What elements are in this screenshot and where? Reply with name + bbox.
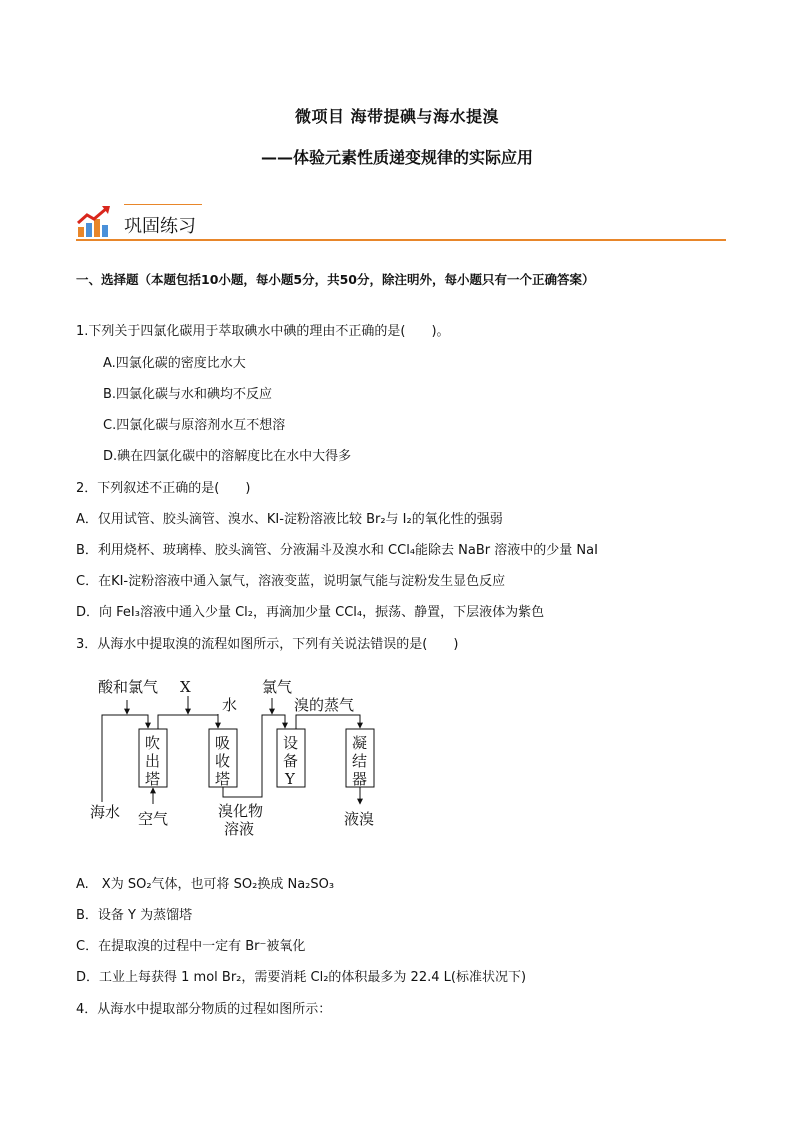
bromine-extraction-flow-diagram bbox=[84, 672, 384, 837]
page-title: 微项目 海带提碘与海水提溴 bbox=[294, 107, 500, 126]
q3-option-c: C．在提取溴的过程中一定有 Br⁻被氧化 bbox=[76, 939, 306, 954]
section-top-rule bbox=[124, 204, 202, 205]
q2-option-b: B．利用烧杯、玻璃棒、胶头滴管、分液漏斗及溴水和 CCl₄能除去 NaBr 溶液中的少量 NaI bbox=[76, 543, 598, 558]
section-rule bbox=[76, 239, 726, 241]
box3-char-2: 备 bbox=[283, 752, 299, 770]
q2-option-a: A．仅用试管、胶头滴管、溴水、KI-淀粉溶液比较 Br₂与 I₂的氧化性的强弱 bbox=[76, 512, 503, 527]
q2-stem: 2．下列叙述不正确的是( ) bbox=[76, 481, 251, 496]
q3-option-a: A. X为 SO₂气体，也可将 SO₂换成 Na₂SO₃ bbox=[76, 877, 335, 892]
box1-char-1: 吹 bbox=[145, 734, 161, 752]
box3-char-1: 设 bbox=[283, 734, 299, 752]
page-subtitle: ——体验元素性质递变规律的实际应用 bbox=[260, 148, 533, 167]
q1-option-c: C.四氯化碳与原溶剂水互不想溶 bbox=[103, 418, 286, 433]
box3-char-3: Y bbox=[285, 770, 295, 788]
box1-char-2: 出 bbox=[145, 752, 161, 770]
q1-option-a: A.四氯化碳的密度比水大 bbox=[103, 356, 246, 371]
label-bromine-vapor: 溴的蒸气 bbox=[294, 696, 355, 714]
box4-char-1: 凝 bbox=[352, 734, 368, 752]
section-header bbox=[76, 203, 726, 243]
box4-char-3: 器 bbox=[352, 770, 368, 788]
q4-stem: 4．从海水中提取部分物质的过程如图所示： bbox=[76, 1002, 332, 1017]
q1-option-d: D.碘在四氯化碳中的溶解度比在水中大得多 bbox=[103, 449, 352, 464]
q2-option-c: C．在KI-淀粉溶液中通入氯气，溶液变蓝，说明氯气能与淀粉发生显色反应 bbox=[76, 574, 506, 589]
label-bromide-solution-1: 溴化物 bbox=[218, 802, 264, 820]
box2-char-3: 塔 bbox=[215, 770, 231, 788]
label-water: 水 bbox=[222, 696, 238, 714]
growth-chart-icon bbox=[76, 205, 112, 239]
q1-stem: 1.下列关于四氯化碳用于萃取碘水中碘的理由不正确的是( )。 bbox=[76, 324, 450, 339]
box2-char-2: 收 bbox=[215, 752, 231, 770]
label-acid-chlorine: 酸和氯气 bbox=[98, 678, 159, 696]
label-seawater: 海水 bbox=[90, 803, 121, 821]
q2-option-d: D．向 FeI₃溶液中通入少量 Cl₂，再滴加少量 CCl₄，振荡、静置，下层液体为紫色 bbox=[76, 605, 545, 620]
box1-char-3: 塔 bbox=[145, 770, 161, 788]
box2-char-1: 吸 bbox=[215, 734, 231, 752]
q1-option-b: B.四氯化碳与水和碘均不反应 bbox=[103, 387, 273, 402]
label-x: X bbox=[180, 678, 191, 696]
q3-option-d: D．工业上每获得 1 mol Br₂，需要消耗 Cl₂的体积最多为 22.4 L(标准状况下) bbox=[76, 970, 527, 985]
label-bromide-solution-2: 溶液 bbox=[224, 820, 255, 837]
label-chlorine: 氯气 bbox=[262, 678, 293, 696]
section-title: 巩固练习 bbox=[124, 216, 196, 237]
q3-stem: 3．从海水中提取溴的流程如图所示，下列有关说法错误的是( ) bbox=[76, 637, 459, 652]
label-liquid-bromine: 液溴 bbox=[344, 810, 375, 828]
label-air: 空气 bbox=[138, 810, 169, 828]
box4-char-2: 结 bbox=[352, 752, 368, 770]
part-heading: 一、选择题（本题包括10小题，每小题5分，共50分，除注明外，每小题只有一个正确答案） bbox=[76, 272, 595, 287]
q3-option-b: B．设备 Y 为蒸馏塔 bbox=[76, 908, 193, 923]
